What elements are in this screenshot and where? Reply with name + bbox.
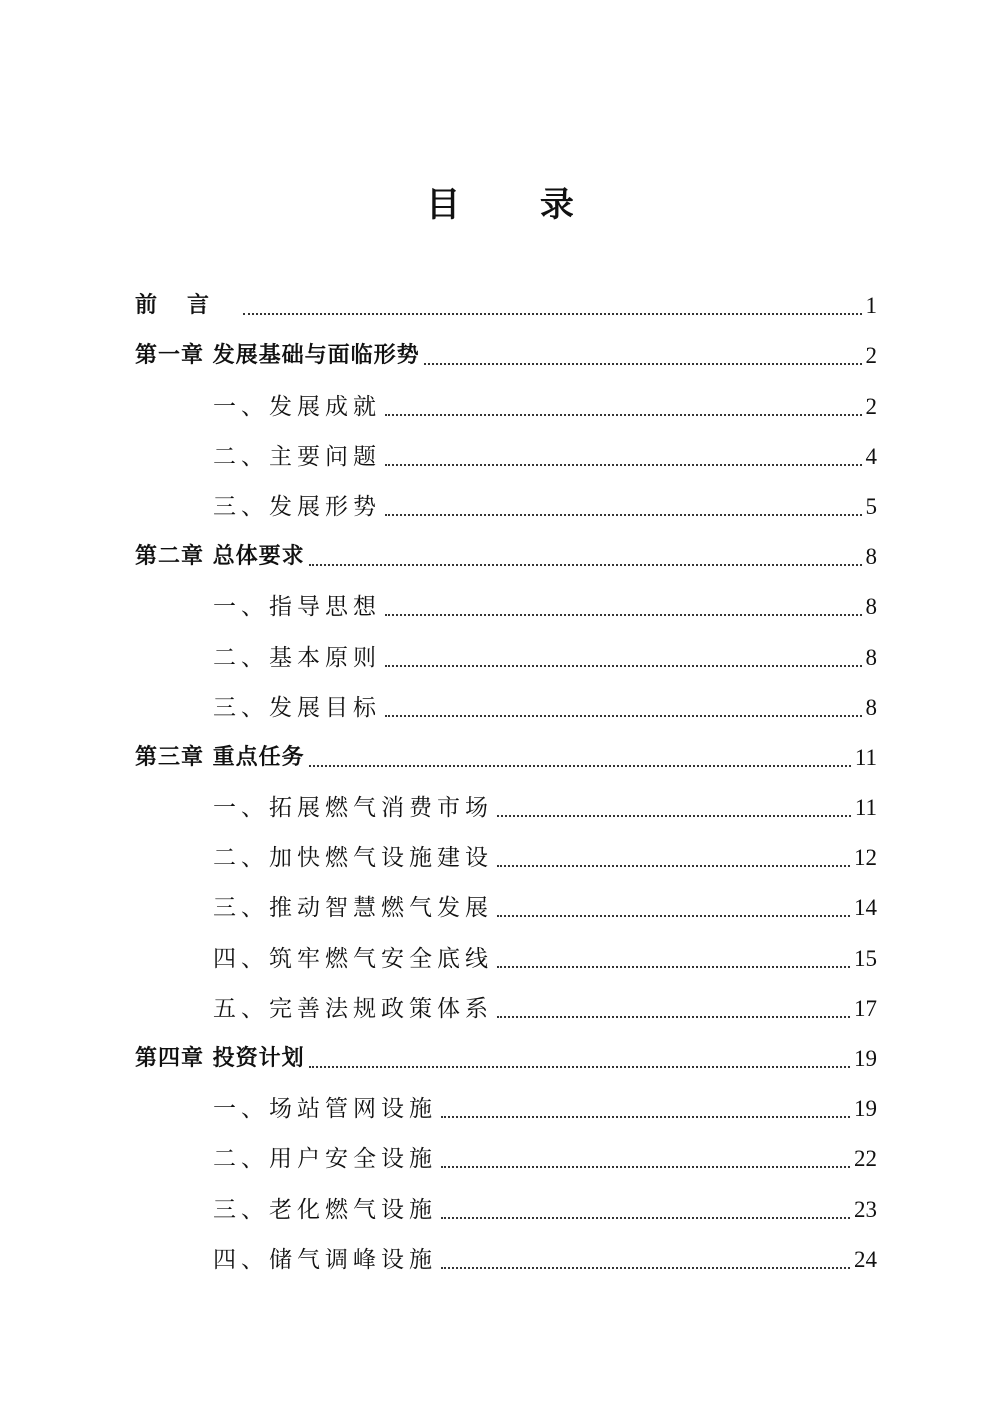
toc-entry-label: 三、推动智慧燃气发展	[213, 895, 493, 922]
toc-entry[interactable]	[135, 1135, 877, 1185]
toc-dot-leader	[497, 1016, 850, 1018]
toc-entry[interactable]	[135, 382, 877, 432]
toc-entry[interactable]	[135, 332, 877, 382]
toc-dot-leader	[309, 564, 862, 566]
toc-page-number: 2	[865, 343, 877, 369]
toc-entry[interactable]	[135, 1035, 877, 1085]
toc-entry-label: 四、筑牢燃气安全底线	[213, 945, 493, 972]
toc-page-number: 8	[865, 544, 877, 570]
toc-page-number: 17	[854, 995, 877, 1021]
toc-entry-label: 一、发展成就	[213, 393, 381, 420]
toc-page-number: 8	[865, 644, 877, 670]
toc-entry[interactable]	[135, 1185, 877, 1235]
toc-entry[interactable]	[135, 433, 877, 483]
toc-page-number: 24	[854, 1246, 877, 1272]
toc-dot-leader	[441, 1166, 850, 1168]
toc-page-number: 19	[854, 1096, 877, 1122]
toc-page-number: 15	[854, 945, 877, 971]
toc-entry-label: 三、老化燃气设施	[213, 1196, 437, 1223]
toc-dot-leader	[497, 815, 851, 817]
toc-entry[interactable]	[135, 1085, 877, 1135]
toc-entry-label: 二、基本原则	[213, 644, 381, 671]
toc-entry[interactable]	[135, 633, 877, 683]
toc-page-number: 22	[854, 1146, 877, 1172]
toc-page-number: 12	[854, 845, 877, 871]
toc-page-number: 4	[865, 443, 877, 469]
toc-entry[interactable]	[135, 784, 877, 834]
toc-entry-label: 四、储气调峰设施	[213, 1246, 437, 1273]
toc-entry[interactable]	[135, 583, 877, 633]
toc-entry[interactable]	[135, 1236, 877, 1286]
toc-dot-leader	[385, 614, 862, 616]
toc-entry-label: 第一章 发展基础与面临形势	[135, 343, 420, 369]
table-of-contents	[135, 282, 877, 1286]
toc-page-number: 2	[865, 393, 877, 419]
toc-entry[interactable]	[135, 483, 877, 533]
toc-entry-label: 二、加快燃气设施建设	[213, 845, 493, 872]
toc-page-number: 8	[865, 694, 877, 720]
toc-page-number: 11	[854, 744, 877, 770]
toc-dot-leader	[497, 915, 850, 917]
toc-entry-label: 第二章 总体要求	[135, 544, 305, 570]
toc-page-number: 5	[865, 493, 877, 519]
toc-entry-label: 一、指导思想	[213, 594, 381, 621]
toc-entry[interactable]	[135, 884, 877, 934]
toc-dot-leader	[441, 1267, 850, 1269]
toc-entry-label: 二、用户安全设施	[213, 1146, 437, 1173]
toc-entry-label: 一、拓展燃气消费市场	[213, 795, 493, 822]
toc-entry[interactable]	[135, 533, 877, 583]
toc-entry[interactable]	[135, 282, 877, 332]
toc-entry[interactable]	[135, 734, 877, 784]
toc-dot-leader	[243, 313, 861, 315]
toc-entry-label: 五、完善法规政策体系	[213, 995, 493, 1022]
toc-entry-label: 第三章 重点任务	[135, 744, 305, 770]
toc-dot-leader	[385, 414, 862, 416]
toc-dot-leader	[497, 966, 850, 968]
toc-entry[interactable]	[135, 684, 877, 734]
toc-dot-leader	[497, 865, 850, 867]
toc-entry[interactable]	[135, 985, 877, 1035]
toc-dot-leader	[309, 765, 851, 767]
toc-dot-leader	[309, 1066, 850, 1068]
toc-page-number: 8	[865, 594, 877, 620]
toc-entry-label: 二、主要问题	[213, 443, 381, 470]
toc-entry[interactable]	[135, 934, 877, 984]
toc-entry-label: 前言	[135, 293, 240, 319]
toc-entry-label: 一、场站管网设施	[213, 1096, 437, 1123]
toc-dot-leader	[424, 363, 862, 365]
toc-dot-leader	[385, 464, 862, 466]
toc-title: 目 录	[426, 185, 608, 225]
toc-page-number: 19	[854, 1046, 877, 1071]
toc-dot-leader	[385, 665, 862, 667]
toc-entry[interactable]	[135, 834, 877, 884]
toc-dot-leader	[385, 514, 862, 516]
toc-dot-leader	[441, 1217, 850, 1219]
toc-dot-leader	[385, 715, 862, 717]
toc-page-number: 23	[854, 1196, 877, 1222]
toc-page-number: 11	[854, 795, 877, 821]
toc-entry-label: 三、发展目标	[213, 694, 381, 721]
toc-dot-leader	[441, 1116, 850, 1118]
toc-entry-label: 第四章 投资计划	[135, 1046, 305, 1071]
toc-page-number: 1	[865, 293, 877, 319]
toc-page-number: 14	[854, 895, 877, 921]
toc-entry-label: 三、发展形势	[213, 493, 381, 520]
